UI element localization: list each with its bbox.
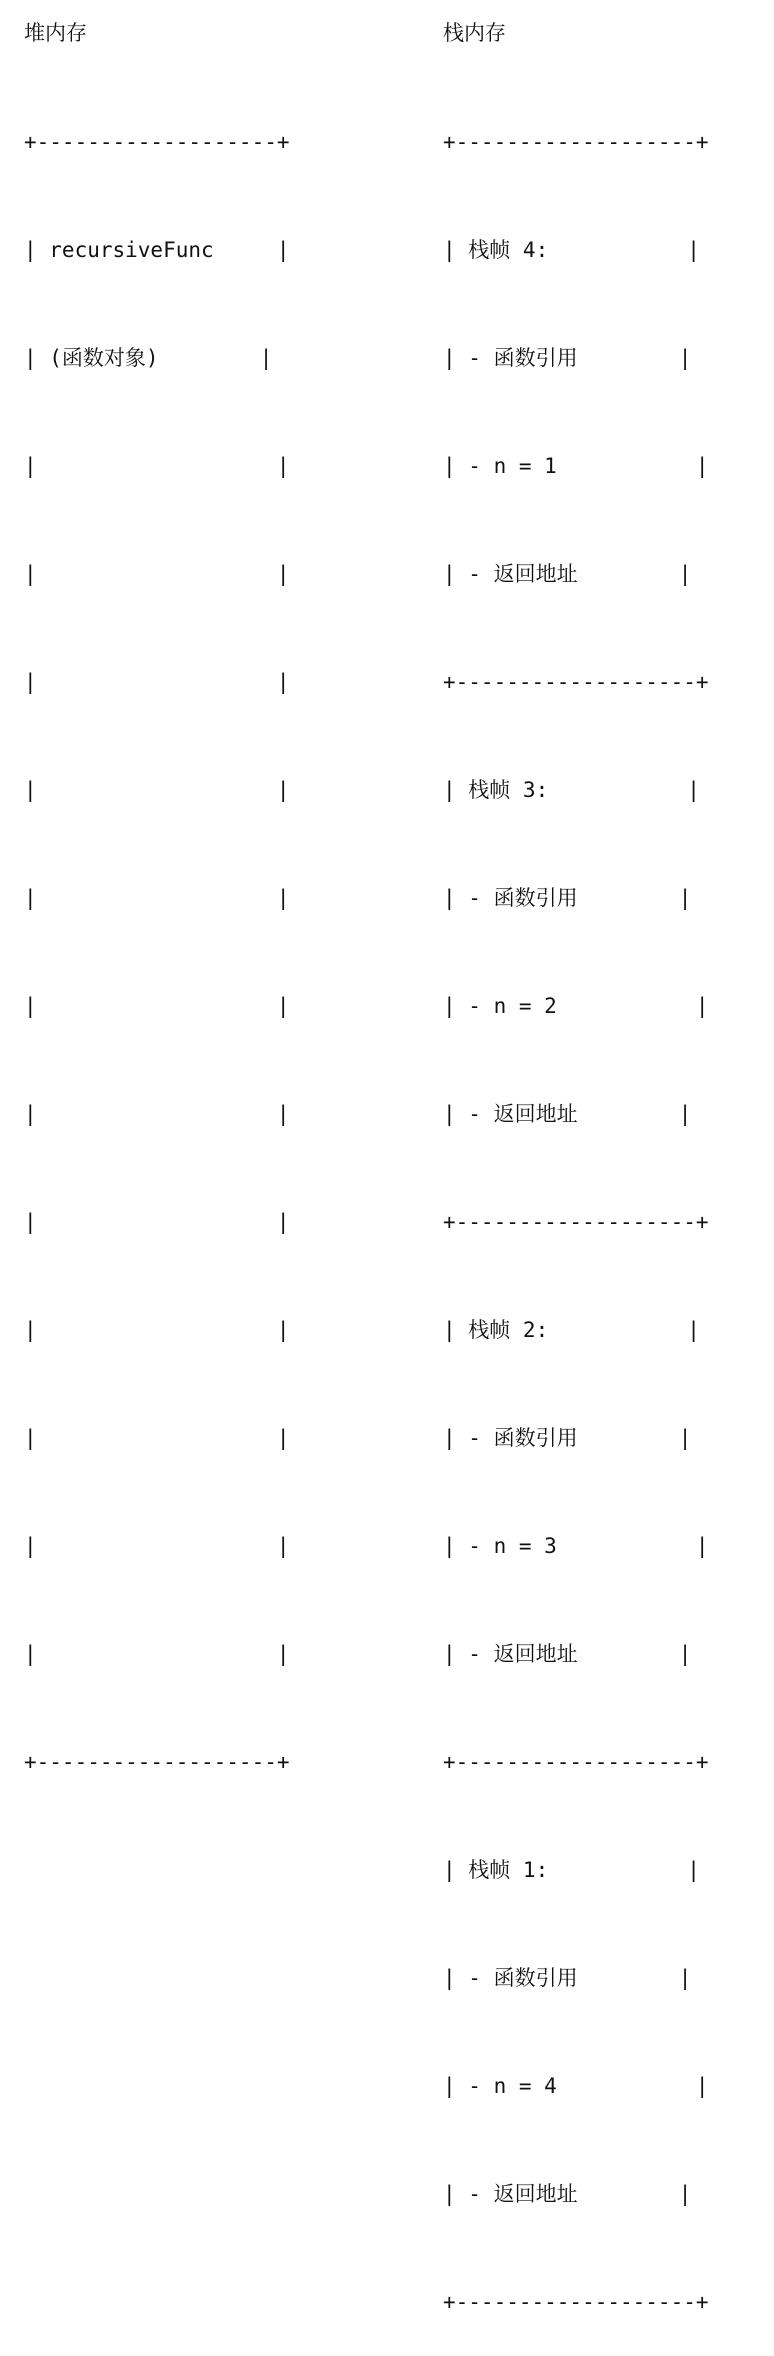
heap-line: | recursiveFunc | xyxy=(24,238,290,262)
heap-line: | | xyxy=(24,886,290,910)
stack-line: | - 函数引用 | xyxy=(443,1966,692,1990)
heap-line: | | xyxy=(24,1210,290,1234)
heap-line: | | xyxy=(24,1318,290,1342)
stack-line: | - 返回地址 | xyxy=(443,1642,692,1666)
heap-line: +-------------------+ xyxy=(24,130,290,154)
heap-line: | | xyxy=(24,562,290,586)
stack-line: +-------------------+ xyxy=(443,2290,709,2314)
heap-line: | | xyxy=(24,778,290,802)
stack-line: +-------------------+ xyxy=(443,1750,709,1774)
heap-memory-diagram xyxy=(24,52,290,1816)
heap-line: | | xyxy=(24,1534,290,1558)
stack-line: | 栈帧 3: | xyxy=(443,778,700,802)
stack-line: | - 函数引用 | xyxy=(443,886,692,910)
stack-line: | - 函数引用 | xyxy=(443,1426,692,1450)
heap-line: +-------------------+ xyxy=(24,1750,290,1774)
stack-line: | - n = 2 | xyxy=(443,994,709,1018)
stack-line: | - n = 3 | xyxy=(443,1534,709,1558)
stack-memory-title: 栈内存 xyxy=(443,21,506,45)
stack-line: | - 函数引用 | xyxy=(443,346,692,370)
stack-line: | - n = 4 | xyxy=(443,2074,709,2098)
stack-line: | 栈帧 4: | xyxy=(443,238,700,262)
heap-line: | | xyxy=(24,1102,290,1126)
stack-line: | 栈帧 1: | xyxy=(443,1858,700,1882)
heap-line: | | xyxy=(24,670,290,694)
stack-line: +-------------------+ xyxy=(443,130,709,154)
stack-line: | - 返回地址 | xyxy=(443,2182,692,2206)
heap-line: | | xyxy=(24,994,290,1018)
heap-line: | | xyxy=(24,454,290,478)
heap-memory-title: 堆内存 xyxy=(24,21,87,45)
heap-line: | (函数对象) | xyxy=(24,346,273,370)
stack-line: | - n = 1 | xyxy=(443,454,709,478)
stack-line: | - 返回地址 | xyxy=(443,1102,692,1126)
heap-line: | | xyxy=(24,1642,290,1666)
stack-line: | 栈帧 2: | xyxy=(443,1318,700,1342)
heap-line: | | xyxy=(24,1426,290,1450)
stack-memory-diagram xyxy=(443,52,709,2356)
stack-line: +-------------------+ xyxy=(443,670,709,694)
stack-line: | - 返回地址 | xyxy=(443,562,692,586)
stack-line: +-------------------+ xyxy=(443,1210,709,1234)
